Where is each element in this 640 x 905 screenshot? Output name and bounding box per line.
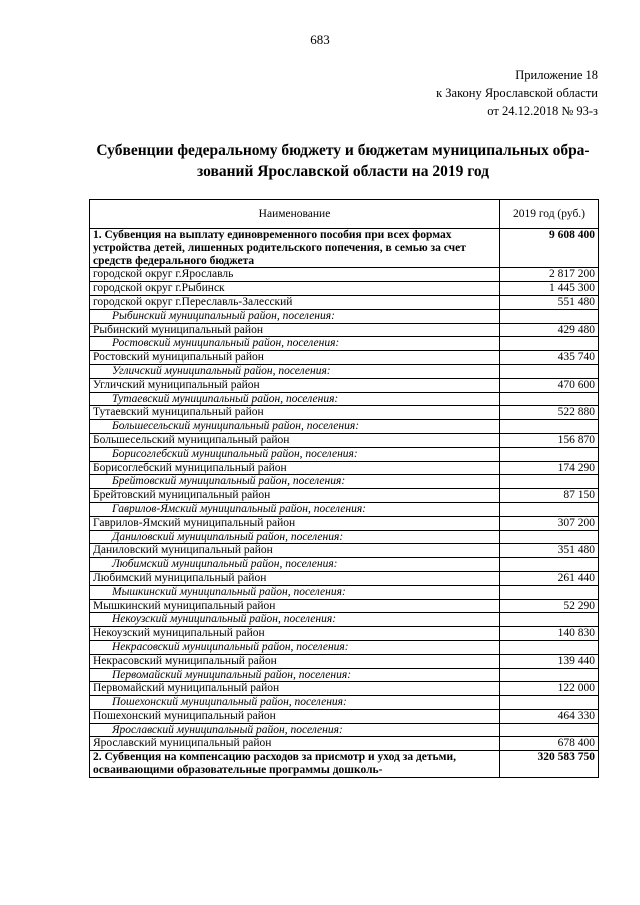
table-row — [90, 709, 599, 723]
table-row — [90, 737, 599, 751]
appendix-block — [436, 66, 598, 120]
row-name-cell: Ростовский муниципальный район — [90, 351, 500, 365]
table-note-row — [90, 613, 599, 627]
appendix-line-1: Приложение 18 — [515, 68, 598, 82]
row-value-cell: 156 870 — [500, 433, 599, 447]
table-note-row — [90, 447, 599, 461]
row-value-cell: 122 000 — [500, 682, 599, 696]
table-note-row — [90, 475, 599, 489]
note-value-cell — [500, 364, 599, 378]
note-value-cell — [500, 640, 599, 654]
page-number: 683 — [310, 32, 330, 47]
table-row — [90, 489, 599, 503]
note-name-cell: Брейтовский муниципальный район, поселения: — [90, 475, 500, 489]
note-name-cell: Любимский муниципальный район, поселения: — [90, 558, 500, 572]
note-name-cell: Борисоглебский муниципальный район, поселения: — [90, 447, 500, 461]
row-value-cell: 678 400 — [500, 737, 599, 751]
table-row — [90, 654, 599, 668]
table-row — [90, 516, 599, 530]
row-name-cell: Пошехонский муниципальный район — [90, 709, 500, 723]
table-row — [90, 351, 599, 365]
header-value: 2019 год (руб.) — [500, 200, 599, 229]
note-value-cell — [500, 723, 599, 737]
table-note-row — [90, 392, 599, 406]
note-name-cell: Рыбинский муниципальный район, поселения: — [90, 309, 500, 323]
note-name-cell: Некоузский муниципальный район, поселения: — [90, 613, 500, 627]
table-row — [90, 295, 599, 309]
section-name-cell: 2. Субвенция на компенсацию расходов за присмотр и уход за детьми, осваивающими образовательные программы дошколь- — [90, 751, 500, 778]
row-value-cell: 470 600 — [500, 378, 599, 392]
note-name-cell: Ростовский муниципальный район, поселения: — [90, 337, 500, 351]
row-name-cell: Мышкинский муниципальный район — [90, 599, 500, 613]
table-row — [90, 406, 599, 420]
section-name-cell: 1. Субвенция на выплату единовременного пособия при всех формах устройства детей, лишенных родительского попечения, в семью за счет средств федерального бюджета — [90, 229, 500, 268]
table-row — [90, 268, 599, 282]
table-row — [90, 571, 599, 585]
row-name-cell: Некоузский муниципальный район — [90, 627, 500, 641]
table-row — [90, 282, 599, 296]
note-name-cell: Первомайский муниципальный район, поселения: — [90, 668, 500, 682]
note-value-cell — [500, 337, 599, 351]
row-value-cell: 551 480 — [500, 295, 599, 309]
row-value-cell: 140 830 — [500, 627, 599, 641]
document-title — [88, 140, 598, 182]
table-row — [90, 599, 599, 613]
document-title-line-1: Субвенции федеральному бюджету и бюджетам муниципальных обра- — [96, 142, 590, 159]
row-value-cell: 87 150 — [500, 489, 599, 503]
note-name-cell: Даниловский муниципальный район, поселения: — [90, 530, 500, 544]
note-value-cell — [500, 420, 599, 434]
appendix-line-3: от 24.12.2018 № 93-з — [487, 104, 598, 118]
table-note-row — [90, 558, 599, 572]
note-name-cell: Тутаевский муниципальный район, поселения: — [90, 392, 500, 406]
section-value-cell: 320 583 750 — [500, 751, 599, 778]
table-note-row — [90, 420, 599, 434]
note-name-cell: Мышкинский муниципальный район, поселения: — [90, 585, 500, 599]
row-name-cell: городской округ г.Переславль-Залесский — [90, 295, 500, 309]
note-name-cell: Гаврилов-Ямский муниципальный район, поселения: — [90, 502, 500, 516]
row-name-cell: Большесельский муниципальный район — [90, 433, 500, 447]
table-row — [90, 627, 599, 641]
row-value-cell: 435 740 — [500, 351, 599, 365]
section-value-cell: 9 608 400 — [500, 229, 599, 268]
table-row — [90, 323, 599, 337]
table-row — [90, 433, 599, 447]
row-value-cell: 1 445 300 — [500, 282, 599, 296]
note-value-cell — [500, 530, 599, 544]
table-note-row — [90, 530, 599, 544]
row-name-cell: Даниловский муниципальный район — [90, 544, 500, 558]
note-name-cell: Большесельский муниципальный район, поселения: — [90, 420, 500, 434]
row-name-cell: Борисоглебский муниципальный район — [90, 461, 500, 475]
note-value-cell — [500, 447, 599, 461]
row-value-cell: 174 290 — [500, 461, 599, 475]
table-body — [90, 229, 599, 778]
row-name-cell: Ярославский муниципальный район — [90, 737, 500, 751]
table-header-row — [90, 200, 599, 229]
table-note-row — [90, 502, 599, 516]
row-name-cell: Любимский муниципальный район — [90, 571, 500, 585]
note-value-cell — [500, 668, 599, 682]
row-value-cell: 464 330 — [500, 709, 599, 723]
row-name-cell: Рыбинский муниципальный район — [90, 323, 500, 337]
note-value-cell — [500, 392, 599, 406]
note-name-cell: Некрасовский муниципальный район, поселения: — [90, 640, 500, 654]
row-value-cell: 307 200 — [500, 516, 599, 530]
note-value-cell — [500, 475, 599, 489]
table-row — [90, 378, 599, 392]
row-name-cell: городской округ г.Рыбинск — [90, 282, 500, 296]
note-name-cell: Пошехонский муниципальный район, поселения: — [90, 696, 500, 710]
row-value-cell: 522 880 — [500, 406, 599, 420]
row-value-cell: 2 817 200 — [500, 268, 599, 282]
row-name-cell: Первомайский муниципальный район — [90, 682, 500, 696]
table-note-row — [90, 640, 599, 654]
table-section-row — [90, 751, 599, 778]
note-value-cell — [500, 613, 599, 627]
note-value-cell — [500, 558, 599, 572]
note-value-cell — [500, 502, 599, 516]
table-row — [90, 461, 599, 475]
table-note-row — [90, 585, 599, 599]
subsidies-table — [89, 199, 599, 778]
table-row — [90, 544, 599, 558]
note-name-cell: Угличский муниципальный район, поселения: — [90, 364, 500, 378]
note-value-cell — [500, 696, 599, 710]
table-row — [90, 682, 599, 696]
row-name-cell: городской округ г.Ярославль — [90, 268, 500, 282]
table-note-row — [90, 668, 599, 682]
row-value-cell: 261 440 — [500, 571, 599, 585]
table-note-row — [90, 723, 599, 737]
table-note-row — [90, 364, 599, 378]
row-name-cell: Некрасовский муниципальный район — [90, 654, 500, 668]
note-name-cell: Ярославский муниципальный район, поселения: — [90, 723, 500, 737]
row-value-cell: 52 290 — [500, 599, 599, 613]
note-value-cell — [500, 585, 599, 599]
document-title-line-2: зований Ярославской области на 2019 год — [197, 163, 489, 180]
row-name-cell: Тутаевский муниципальный район — [90, 406, 500, 420]
row-value-cell: 139 440 — [500, 654, 599, 668]
table-note-row — [90, 309, 599, 323]
row-name-cell: Угличский муниципальный район — [90, 378, 500, 392]
appendix-line-2: к Закону Ярославской области — [436, 86, 598, 100]
note-value-cell — [500, 309, 599, 323]
table-note-row — [90, 337, 599, 351]
row-value-cell: 429 480 — [500, 323, 599, 337]
table-section-row — [90, 229, 599, 268]
table-note-row — [90, 696, 599, 710]
row-name-cell: Брейтовский муниципальный район — [90, 489, 500, 503]
header-name: Наименование — [90, 200, 500, 229]
row-name-cell: Гаврилов-Ямский муниципальный район — [90, 516, 500, 530]
row-value-cell: 351 480 — [500, 544, 599, 558]
